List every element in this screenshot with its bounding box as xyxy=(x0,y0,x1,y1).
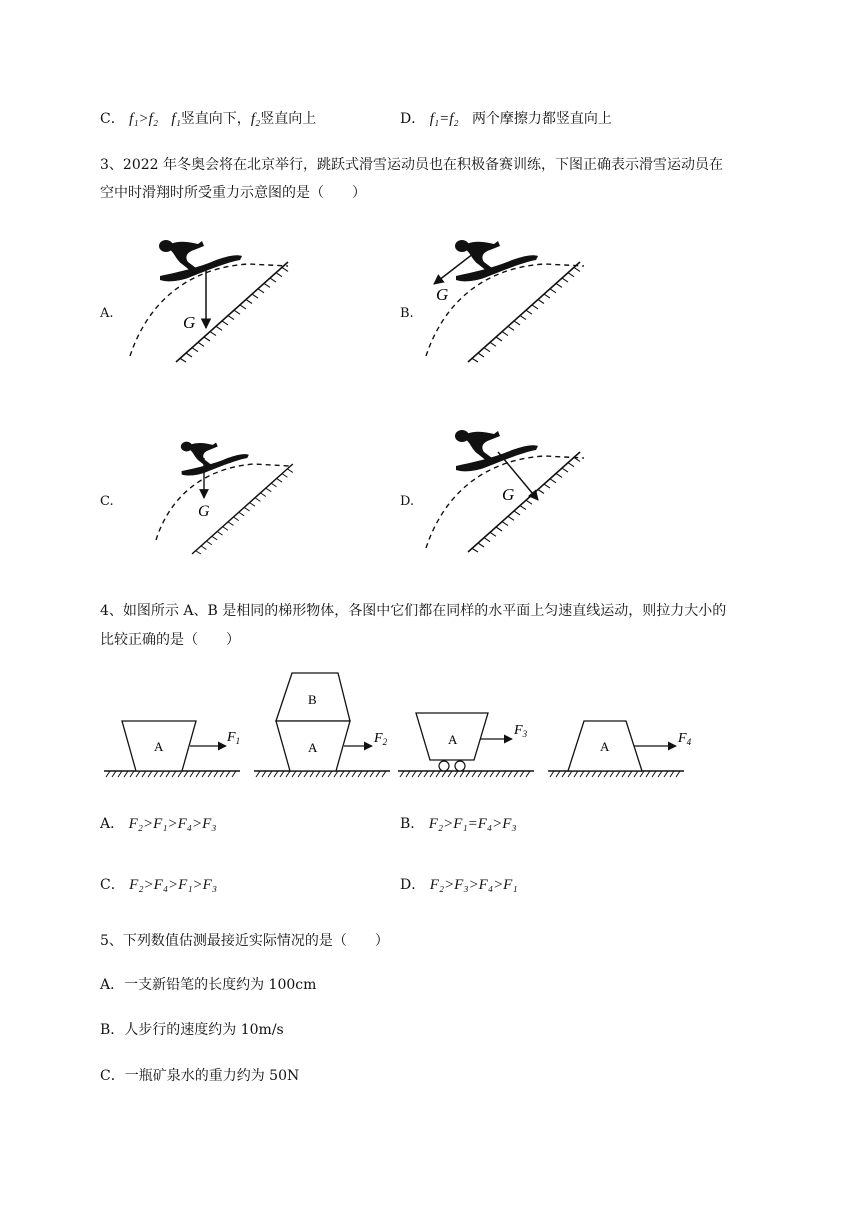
q5-option-b: B．人步行的速度约为 10m/s xyxy=(100,1022,284,1038)
q5-option-a: A．一支新铅笔的长度约为 100cm xyxy=(100,977,317,993)
ground-surface xyxy=(398,771,534,777)
q4-option-b xyxy=(400,815,517,833)
gravity-label: G xyxy=(436,285,449,304)
option-formula: f₁>f₂ xyxy=(129,111,159,127)
q3-option-d-label: D. xyxy=(400,494,415,509)
force-label: $F_1$ xyxy=(227,730,241,746)
wheel-icon xyxy=(455,761,465,771)
option-text: 两个摩擦力都竖直向上 xyxy=(471,111,612,127)
q4-option-d xyxy=(400,876,518,894)
option-label: C． xyxy=(100,877,125,893)
q3-stem-line1: 3、2022 年冬奥会将在北京举行，跳跃式滑雪运动员也在积极备赛训练，下图正确表示滑雪运动员在 xyxy=(100,157,723,173)
gravity-label: G xyxy=(198,503,210,520)
option-text: 竖直向上 xyxy=(260,111,317,127)
trajectory-curve xyxy=(426,264,584,356)
q5-option-c: C．一瓶矿泉水的重力约为 50N xyxy=(100,1068,300,1084)
force-label: $F_4$ xyxy=(678,731,692,747)
ground-surface xyxy=(548,771,684,777)
q3-option-a-label: A. xyxy=(100,306,114,321)
block-label: A xyxy=(600,739,610,754)
option-answer: F₂>F₁>F₄>F₃ xyxy=(128,816,217,832)
option-label: A． xyxy=(100,816,125,832)
wheel-icon xyxy=(439,761,449,771)
q4-figure-2 xyxy=(254,668,404,786)
trajectory-curve xyxy=(130,264,288,356)
q3-stem-line2: 空中时滑翔时所受重力示意图的是（ ） xyxy=(100,185,366,201)
q4-stem-line1: 4、如图所示 A、B 是相同的梯形物体，各图中它们都在同样的水平面上匀速直线运动，则拉力大小的 xyxy=(100,603,727,619)
q4-figure-1 xyxy=(104,716,254,786)
skier-silhouette xyxy=(455,430,538,471)
option-f1: f₁ xyxy=(171,111,181,127)
option-answer: F₂>F₃>F₄>F₁ xyxy=(429,877,518,893)
q3-option-c-label: C. xyxy=(100,494,114,509)
block-label: A xyxy=(308,740,318,755)
gravity-label: G xyxy=(502,485,515,504)
trajectory-curve xyxy=(156,464,290,540)
q4-option-a xyxy=(100,815,216,833)
option-answer: F₂>F₁=F₄>F₃ xyxy=(428,816,517,832)
q3-figure-a xyxy=(128,232,298,372)
skier-silhouette xyxy=(181,442,249,476)
option-f2: f₂ xyxy=(250,111,261,127)
q4-figure-3 xyxy=(398,708,548,786)
option-answer: F₂>F₄>F₁>F₃ xyxy=(129,877,218,893)
q4-figure-4 xyxy=(548,716,698,786)
option-label: C． xyxy=(100,111,125,127)
block-label: B xyxy=(308,692,317,707)
gravity-label: G xyxy=(183,313,196,332)
q3-option-b-label: B. xyxy=(400,306,414,321)
option-formula: f₁=f₂ xyxy=(429,111,459,127)
option-label: D． xyxy=(400,111,426,127)
ground-surface xyxy=(104,771,240,777)
option-label: D． xyxy=(400,877,426,893)
q4-option-c xyxy=(100,876,217,894)
block-label: A xyxy=(154,739,164,754)
q5-stem: 5、下列数值估测最接近实际情况的是（ ） xyxy=(100,933,389,949)
option-label: B． xyxy=(400,816,425,832)
q3-figure-c xyxy=(154,436,304,556)
block-label: A xyxy=(448,732,458,747)
q3-figure-d xyxy=(424,424,594,564)
q2-option-c xyxy=(100,110,316,128)
force-label: $F_2$ xyxy=(374,731,388,747)
force-label: $F_3$ xyxy=(514,723,528,739)
q2-option-d xyxy=(400,110,612,128)
slope xyxy=(176,262,288,362)
q3-figure-b xyxy=(424,232,594,372)
q4-stem-line2: 比较正确的是（ ） xyxy=(100,632,240,648)
option-text: 竖直向下， xyxy=(180,111,251,127)
ground-surface xyxy=(254,771,390,777)
